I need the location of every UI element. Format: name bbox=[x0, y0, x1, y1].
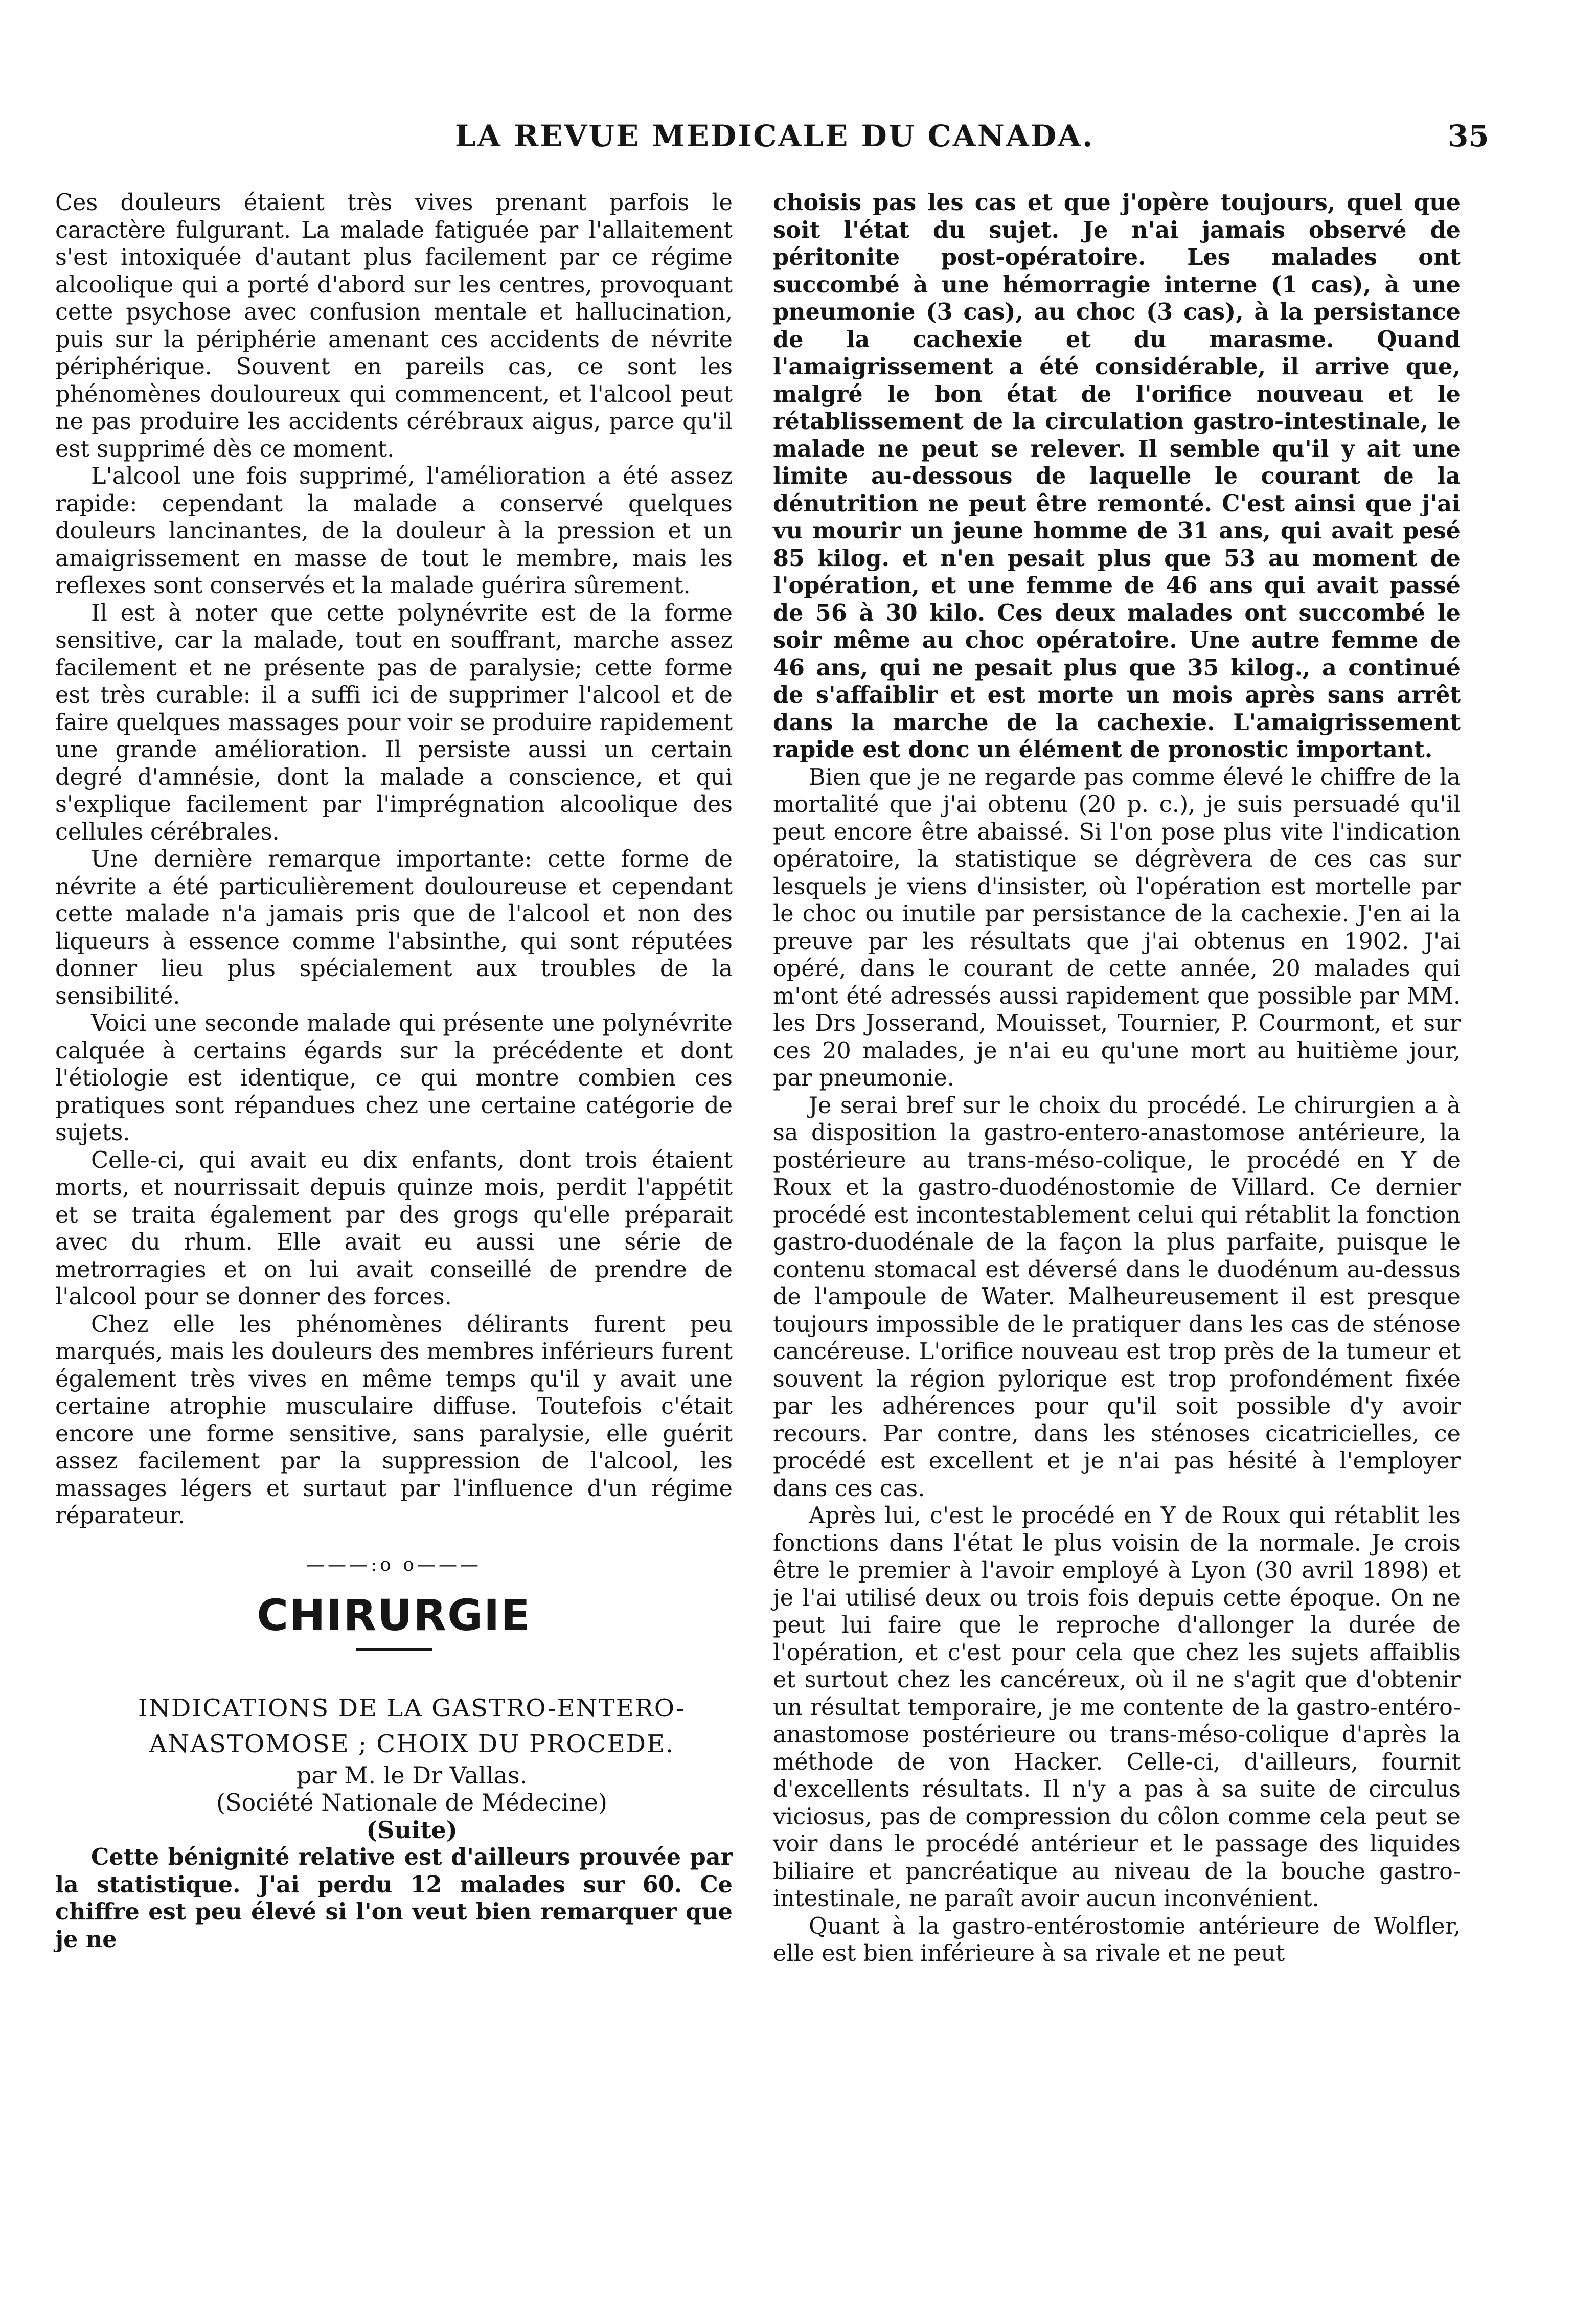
body-paragraph: Bien que je ne regarde pas comme élevé le chiffre de la mortalité que j'ai obtenu (20 p. c.), je suis persuadé qu'il peut encore être abaissé. Si l'on pose plus vite l'indication opératoire, la statistique se dégrèvera de ces cas sur lesquels je viens d'insister, où l'opération est mortelle par le choc ou inutile par persistance de la cachexie. J'en ai la preuve par les résultats que j'ai obtenus en 1902. J'ai opéré, dans le courant de cette année, 20 malades qui m'ont été adressés aussi rapidement que possible par MM. les Drs Josserand, Mouisset, Tournier, P. Courmont, et sur ces 20 malades, je n'ai eu qu'une mort au huitième jour, par pneumonie. bbox=[773, 764, 1461, 1091]
body-paragraph: Je serai bref sur le choix du procédé. Le chirurgien a à sa disposition la gastro-entero-anastomose antérieure, la postérieure au trans-méso-colique, le procédé en Y de Roux et la gastro-duodénostomie de Villard. Ce dernier procédé est incontestablement celui qui rétablit la fonction gastro-duodénale de la façon la plus parfaite, puisque le contenu stomacal est déversé dans le duodénum au-dessus de l'ampoule de Water. Malheureusement il est presque toujours impossible de le pratiquer dans les cas de sténose cancéreuse. L'orifice nouveau est trop près de la tumeur et souvent la région pylorique est trop profondément fixée par les adhérences pour qu'il soit possible d'y avoir recours. Par contre, dans les sténoses cicatricielles, ce procédé est excellent et je n'ai pas hésité à l'employer dans ces cas. bbox=[773, 1092, 1461, 1502]
body-paragraph: Il est à noter que cette polynévrite est de la forme sensitive, car la malade, tout en souffrant, marche assez facilement et ne présente pas de paralysie; cette forme est très curable: il a suffi ici de supprimer l'alcool et de faire quelques massages pour voir se produire rapidement une grande amélioration. Il persiste aussi un certain degré d'amnésie, dont la malade a conscience, et qui s'explique facilement par l'imprégnation alcoolique des cellules cérébrales. bbox=[55, 600, 733, 845]
title-rule bbox=[356, 1648, 432, 1651]
left-column bbox=[55, 189, 733, 1953]
body-paragraph: Voici une seconde malade qui présente une polynévrite calquée à certains égards sur la précédente et dont l'étiologie est identique, ce qui montre combien ces pratiques sont répandues chez une certaine catégorie de sujets. bbox=[55, 1010, 733, 1146]
body-paragraph: Celle-ci, qui avait eu dix enfants, dont trois étaient morts, et nourrissait depuis quinze mois, perdit l'appétit et se traita également par des grogs qu'elle préparait avec du rhum. Elle avait eu aussi une série de metrorragies et on lui avait conseillé de prendre de l'alcool pour se donner des forces. bbox=[55, 1147, 733, 1310]
section-title: CHIRURGIE bbox=[257, 1590, 531, 1640]
society-note: (Société Nationale de Médecine) bbox=[216, 1789, 607, 1816]
body-paragraph: Ces douleurs étaient très vives prenant parfois le caractère fulgurant. La malade fatiguée par l'allaitement s'est intoxiquée d'autant plus facilement par ce régime alcoolique qui a porté d'abord sur les centres, provoquant cette psychose avec confusion mentale et hallucination, puis sur la périphérie amenant ces accidents de névrite périphérique. Souvent en pareils cas, ce sont les phénomènes douloureux qui commencent, et l'alcool peut ne pas produire les accidents cérébraux aigus, parce qu'il est supprimé dès ce moment. bbox=[55, 190, 733, 462]
body-paragraph: choisis pas les cas et que j'opère toujours, quel que soit l'état du sujet. Je n'ai jamais observé de péritonite post-opératoire. Les malades ont succombé à une hémorragie interne (1 cas), à une pneumonie (3 cas), au choc (3 cas), à la persistance de la cachexie et du marasme. Quand l'amaigrissement a été considérable, il arrive que, malgré le bon état de l'orifice nouveau et le rétablissement de la circulation gastro-intestinale, le malade ne peut se relever. Il semble qu'il y ait une limite au-dessous de laquelle le courant de la dénutrition ne peut être remonté. C'est ainsi que j'ai vu mourir un jeune homme de 31 ans, qui avait pesé 85 kilog. et n'en pesait plus que 53 au moment de l'opération, et une femme de 46 ans qui avait passé de 56 à 30 kilo. Ces deux malades ont succombé le soir même au choc opératoire. Une autre femme de 46 ans, qui ne pesait plus que 35 kilog., a continué de s'affaiblir et est morte un mois après sans arrêt dans la marche de la cachexie. L'amaigrissement rapide est donc un élément de pronostic important. bbox=[773, 189, 1461, 763]
body-paragraph: Après lui, c'est le procédé en Y de Roux qui rétablit les fonctions dans l'état le plus voisin de la normale. Je crois être le premier à l'avoir employé à Lyon (30 avril 1898) et je l'ai utilisé deux ou trois fois depuis cette époque. On ne peut lui faire que le reproche d'allonger la durée de l'opération, et c'est pour cela que chez les sujets affaiblis et surtout chez les cancéreux, où il ne s'agit que d'obtenir un résultat temporaire, je me contente de la gastro-entéro-anastomose postérieure ou trans-méso-colique d'après la méthode de von Hacker. Celle-ci, d'ailleurs, fournit d'excellents résultats. Il n'y a pas à sa suite de circulus viciosus, pas de compression du côlon comme cela peut se voir dans le procédé antérieur et le passage des liquides biliaire et pancréatique au niveau de la bouche gastro-intestinale, ne paraît avoir aucun inconvénient. bbox=[773, 1503, 1461, 1912]
page-header bbox=[0, 119, 1596, 160]
body-paragraph: Quant à la gastro-entérostomie antérieure de Wolfler, elle est bien inférieure à sa rivale et ne peut bbox=[773, 1913, 1461, 1967]
body-paragraph: L'alcool une fois supprimé, l'amélioration a été assez rapide: cependant la malade a conservé quelques douleurs lancinantes, de la douleur à la pression et un amaigrissement en masse de tout le membre, mais les reflexes sont conservés et la malade guérira sûrement. bbox=[55, 463, 733, 599]
page-number: 35 bbox=[1448, 119, 1489, 153]
section-divider: ———:o o——— bbox=[306, 1554, 482, 1575]
body-paragraph: Cette bénignité relative est d'ailleurs prouvée par la statistique. J'ai perdu 12 malades sur 60. Ce chiffre est peu élevé si l'on veut bien remarquer que je ne bbox=[55, 1844, 733, 1953]
body-paragraph: Chez elle les phénomènes délirants furent peu marqués, mais les douleurs des membres inférieurs furent également très vives en même temps qu'il y avait une certaine atrophie musculaire diffuse. Toutefois c'était encore une forme sensitive, sans paralysie, elle guérit assez facilement par la suppression de l'alcool, les massages légers et surtaut par l'influence d'un régime réparateur. bbox=[55, 1311, 733, 1529]
author-byline: par M. le Dr Vallas. bbox=[296, 1761, 528, 1789]
continued-note: (Suite) bbox=[366, 1816, 458, 1844]
body-paragraph: Une dernière remarque importante: cette forme de névrite a été particulièrement douloureuse et cependant cette malade n'a jamais pris que de l'alcool et non des liqueurs à essence comme l'absinthe, qui sont réputées donner lieu plus spécialement aux troubles de la sensibilité. bbox=[55, 846, 733, 1009]
right-column bbox=[773, 189, 1461, 1968]
article-title-line-1: INDICATIONS DE LA GASTRO-ENTERO- bbox=[138, 1693, 686, 1723]
running-head: LA REVUE MEDICALE DU CANADA. bbox=[455, 119, 1095, 153]
article-title-line-2: ANASTOMOSE ; CHOIX DU PROCEDE. bbox=[149, 1729, 675, 1758]
